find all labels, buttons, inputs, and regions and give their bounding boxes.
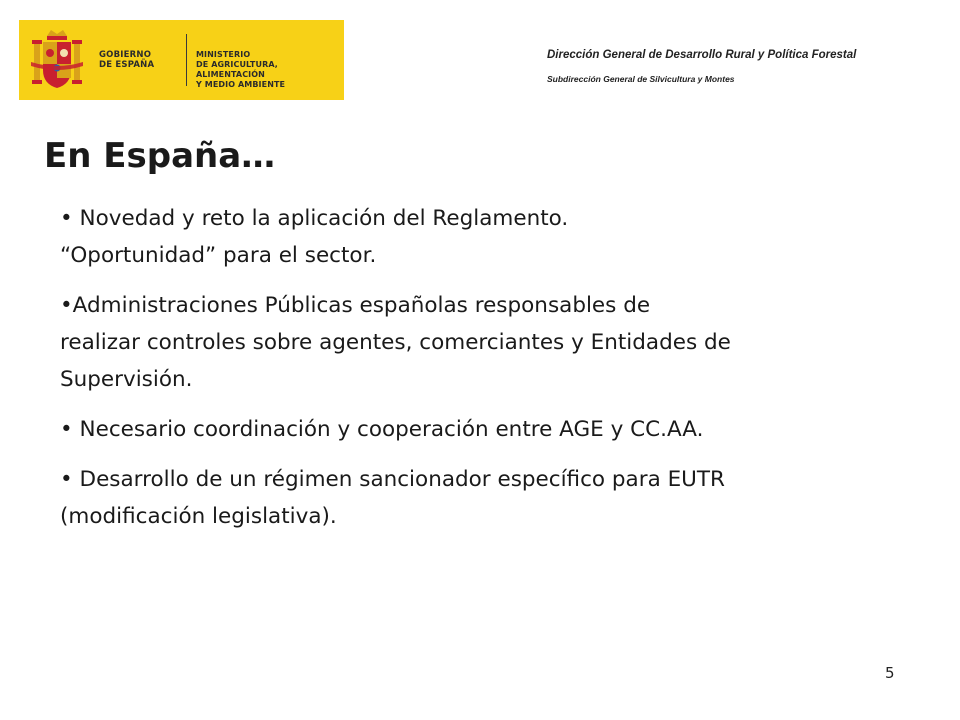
- subdepartment-title: Subdirección General de Silvicultura y Montes: [547, 74, 735, 84]
- government-logo: [19, 20, 344, 100]
- logo-divider: [186, 34, 187, 86]
- bullet-list: [60, 200, 880, 548]
- bullet-item: • Necesario coordinación y cooperación entre AGE y CC.AA.: [60, 417, 704, 442]
- slide-title: En España…: [44, 136, 276, 176]
- ministry-label: MINISTERIO DE AGRICULTURA, ALIMENTACIÓN Y MEDIO AMBIENTE: [196, 50, 286, 89]
- department-title: Dirección General de Desarrollo Rural y Política Forestal: [547, 49, 857, 61]
- page-number: 5: [885, 664, 895, 682]
- coat-of-arms-icon: [29, 26, 85, 94]
- bullet-item: • Novedad y reto la aplicación del Reglamento. “Oportunidad” para el sector.: [60, 206, 569, 268]
- government-label: GOBIERNO DE ESPAÑA: [99, 50, 155, 70]
- bullet-item: • Desarrollo de un régimen sancionador específico para EUTR (modificación legislativa).: [60, 467, 725, 529]
- bullet-item: •Administraciones Públicas españolas responsables de realizar controles sobre agentes, comerciantes y Entidades de Supervisión.: [60, 293, 731, 392]
